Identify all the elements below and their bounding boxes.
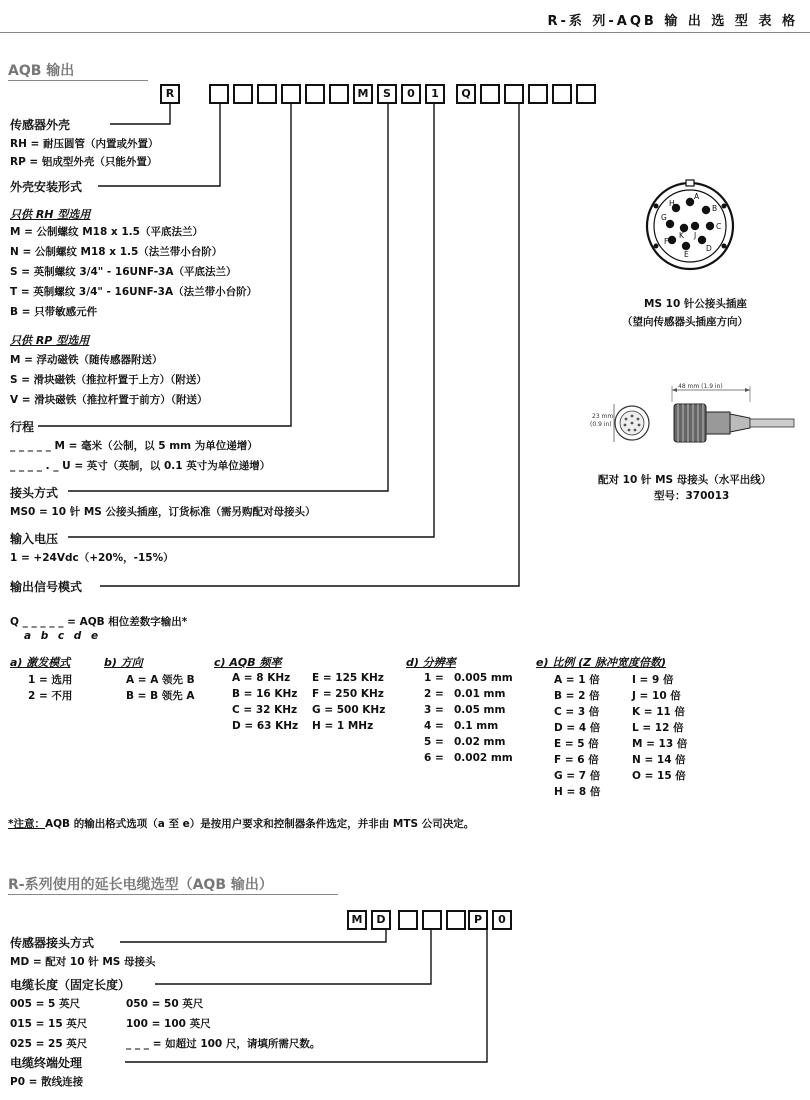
option-e-col2: N = 14 倍 xyxy=(632,754,686,766)
plug-caption-1: 配对 10 针 MS 母接头（水平出线） xyxy=(598,474,772,486)
option-c-title: c) AQB 频率 xyxy=(214,656,282,669)
mount-rp-line: V = 滑块磁铁（推拉杆置于前方）（附送） xyxy=(10,394,208,406)
code-box: 0 xyxy=(492,910,512,930)
pin-label: A xyxy=(694,192,700,201)
plug-caption-2: 型号：370013 xyxy=(654,490,730,502)
pin-label: D xyxy=(706,244,712,253)
option-d-val: 0.02 mm xyxy=(454,736,506,748)
plug-dim-height-2: (0.9 in) xyxy=(590,421,612,428)
option-d-val: 0.01 mm xyxy=(454,688,506,700)
mount-rh-line: T = 英制螺纹 3/4" - 16UNF-3A（法兰带小台阶） xyxy=(10,286,258,298)
note xyxy=(8,816,474,831)
mount-rp-line: S = 滑块磁铁（推拉杆置于上方）（附送） xyxy=(10,374,207,386)
option-d-title: d) 分辨率 xyxy=(406,656,456,669)
option-c-col2: F = 250 KHz xyxy=(312,688,384,700)
code-box xyxy=(398,910,418,930)
connector-line: MS0 = 10 针 MS 公接头插座，订货标准（需另购配对母接头） xyxy=(10,506,316,518)
option-d-num: 5 = xyxy=(424,736,444,748)
plug-dim-width: 48 mm (1.9 in) xyxy=(678,383,723,390)
receptacle-caption-2: （望向传感器头插座方向） xyxy=(622,316,748,328)
option-e-col1: H = 8 倍 xyxy=(554,786,601,798)
option-e-col1: A = 1 倍 xyxy=(554,674,600,686)
option-d-val: 0.05 mm xyxy=(454,704,506,716)
housing-line-rh: RH = 耐压圆管（内置或外置） xyxy=(10,138,159,150)
option-c-col2: G = 500 KHz xyxy=(312,704,386,716)
option-c-col2: H = 1 MHz xyxy=(312,720,374,732)
option-d-val: 0.1 mm xyxy=(454,720,499,732)
mount-rh-line: S = 英制螺纹 3/4" - 16UNF-3A（平底法兰） xyxy=(10,266,237,278)
option-e-col1: F = 6 倍 xyxy=(554,754,599,766)
mount-rh-only: 只供 RH 型选用 xyxy=(10,208,91,221)
cable-termination-line: P0 = 散线连接 xyxy=(10,1076,84,1088)
stroke-title: 行程 xyxy=(10,420,35,434)
receptacle-caption-1: MS 10 针公接头插座 xyxy=(644,298,747,310)
option-b-title: b) 方向 xyxy=(104,656,143,669)
mount-rp-only: 只供 RP 型选用 xyxy=(10,334,90,347)
plug-dim-height-1: 23 mm xyxy=(592,413,614,420)
cable-length-cell: 100 = 100 英尺 xyxy=(126,1018,211,1030)
option-e-col1: B = 2 倍 xyxy=(554,690,600,702)
option-e-col2: M = 13 倍 xyxy=(632,738,688,750)
code-box: 0 xyxy=(401,84,421,104)
housing-title: 传感器外壳 xyxy=(10,118,71,132)
option-e-col1: G = 7 倍 xyxy=(554,770,601,782)
cable-length-cell: 005 = 5 英尺 xyxy=(10,998,80,1010)
option-d-num: 1 = xyxy=(424,672,444,684)
option-a-title: a) 激发模式 xyxy=(10,656,71,669)
mount-rp-line: M = 浮动磁铁（随传感器附送） xyxy=(10,354,163,366)
output-q-line: Q _ _ _ _ _ = AQB 相位差数字输出* xyxy=(10,616,188,628)
receptacle-drawing xyxy=(640,176,740,276)
pin-label: F xyxy=(664,237,669,246)
option-c-col1: D = 63 KHz xyxy=(232,720,299,732)
code-box: 1 xyxy=(425,84,445,104)
cable-length-title: 电缆长度（固定长度） xyxy=(10,978,131,992)
option-e-col2: L = 12 倍 xyxy=(632,722,684,734)
cable-length-cell: _ _ _ = 如超过 100 尺，请填所需尺数。 xyxy=(126,1038,321,1050)
housing-line-rp: RP = 铝成型外壳（只能外置） xyxy=(10,156,158,168)
cable-connector-title: 传感器接头方式 xyxy=(10,936,95,950)
code-box: M xyxy=(353,84,373,104)
cable-length-cell: 015 = 15 英尺 xyxy=(10,1018,88,1030)
pin-label: C xyxy=(716,222,722,231)
option-e-col1: C = 3 倍 xyxy=(554,706,600,718)
mount-title: 外壳安装形式 xyxy=(10,180,83,194)
stroke-line-imperial: _ _ _ _ . _ U = 英寸（英制，以 0.1 英寸为单位递增） xyxy=(10,460,271,472)
pin-label: J xyxy=(694,231,697,240)
pin-label: E xyxy=(684,250,689,259)
output-q-letters: a b c d e xyxy=(24,630,102,642)
code-box: M xyxy=(347,910,367,930)
mount-rh-line: N = 公制螺纹 M18 x 1.5（法兰带小台阶） xyxy=(10,246,223,258)
note-label: *注意： xyxy=(8,818,45,830)
option-e-col1: E = 5 倍 xyxy=(554,738,599,750)
option-a-line: 1 = 选用 xyxy=(28,674,73,686)
pin-label: B xyxy=(712,204,718,213)
section-cable-rule xyxy=(8,894,338,895)
pin-label: K xyxy=(679,231,684,240)
cable-length-cell: 050 = 50 英尺 xyxy=(126,998,204,1010)
section-cable-title: R-系列使用的延长电缆选型（AQB 输出） xyxy=(8,877,273,893)
option-d-val: 0.002 mm xyxy=(454,752,513,764)
voltage-line: 1 = +24Vdc（+20%，-15%） xyxy=(10,552,174,564)
option-b-line: B = B 领先 A xyxy=(126,690,195,702)
code-box xyxy=(422,910,442,930)
mount-rh-line: M = 公制螺纹 M18 x 1.5（平底法兰） xyxy=(10,226,203,238)
option-e-col1: D = 4 倍 xyxy=(554,722,601,734)
option-e-col2: K = 11 倍 xyxy=(632,706,686,718)
option-b-line: A = A 领先 B xyxy=(126,674,195,686)
cable-length-cell: 025 = 25 英尺 xyxy=(10,1038,88,1050)
voltage-title: 输入电压 xyxy=(10,532,59,546)
option-e-title: e) 比例 (Z 脉冲宽度倍数) xyxy=(536,656,667,669)
option-e-col2: I = 9 倍 xyxy=(632,674,674,686)
code-box: D xyxy=(371,910,391,930)
code-box: Q xyxy=(456,84,476,104)
option-d-val: 0.005 mm xyxy=(454,672,513,684)
cable-termination-title: 电缆终端处理 xyxy=(10,1056,83,1070)
option-d-num: 2 = xyxy=(424,688,444,700)
plug-drawing xyxy=(588,382,798,454)
code-box: P xyxy=(468,910,488,930)
option-a-line: 2 = 不用 xyxy=(28,690,73,702)
page-header-title: R-系 列-AQB 输 出 选 型 表 格 xyxy=(547,14,798,29)
cable-connector-line: MD = 配对 10 针 MS 母接头 xyxy=(10,956,156,968)
option-c-col1: B = 16 KHz xyxy=(232,688,298,700)
output-title: 输出信号模式 xyxy=(10,580,83,594)
option-d-num: 4 = xyxy=(424,720,444,732)
note-text: AQB 的输出格式选项（a 至 e）是按用户要求和控制器条件选定，并非由 MTS 公司决定。 xyxy=(45,818,475,830)
pin-label: G xyxy=(661,213,667,222)
pin-label: H xyxy=(669,199,675,208)
option-c-col2: E = 125 KHz xyxy=(312,672,384,684)
option-c-col1: A = 8 KHz xyxy=(232,672,291,684)
connector-title: 接头方式 xyxy=(10,486,59,500)
code-box xyxy=(446,910,466,930)
code-box: R xyxy=(160,84,180,104)
stroke-line-metric: _ _ _ _ _ M = 毫米（公制，以 5 mm 为单位递增） xyxy=(10,440,258,452)
code-box: S xyxy=(377,84,397,104)
option-e-col2: J = 10 倍 xyxy=(632,690,681,702)
option-e-col2: O = 15 倍 xyxy=(632,770,686,782)
section-aqb-title: AQB 输出 xyxy=(8,63,75,79)
mount-rh-line: B = 只带敏感元件 xyxy=(10,306,98,318)
option-d-num: 3 = xyxy=(424,704,444,716)
option-c-col1: C = 32 KHz xyxy=(232,704,298,716)
option-d-num: 6 = xyxy=(424,752,444,764)
